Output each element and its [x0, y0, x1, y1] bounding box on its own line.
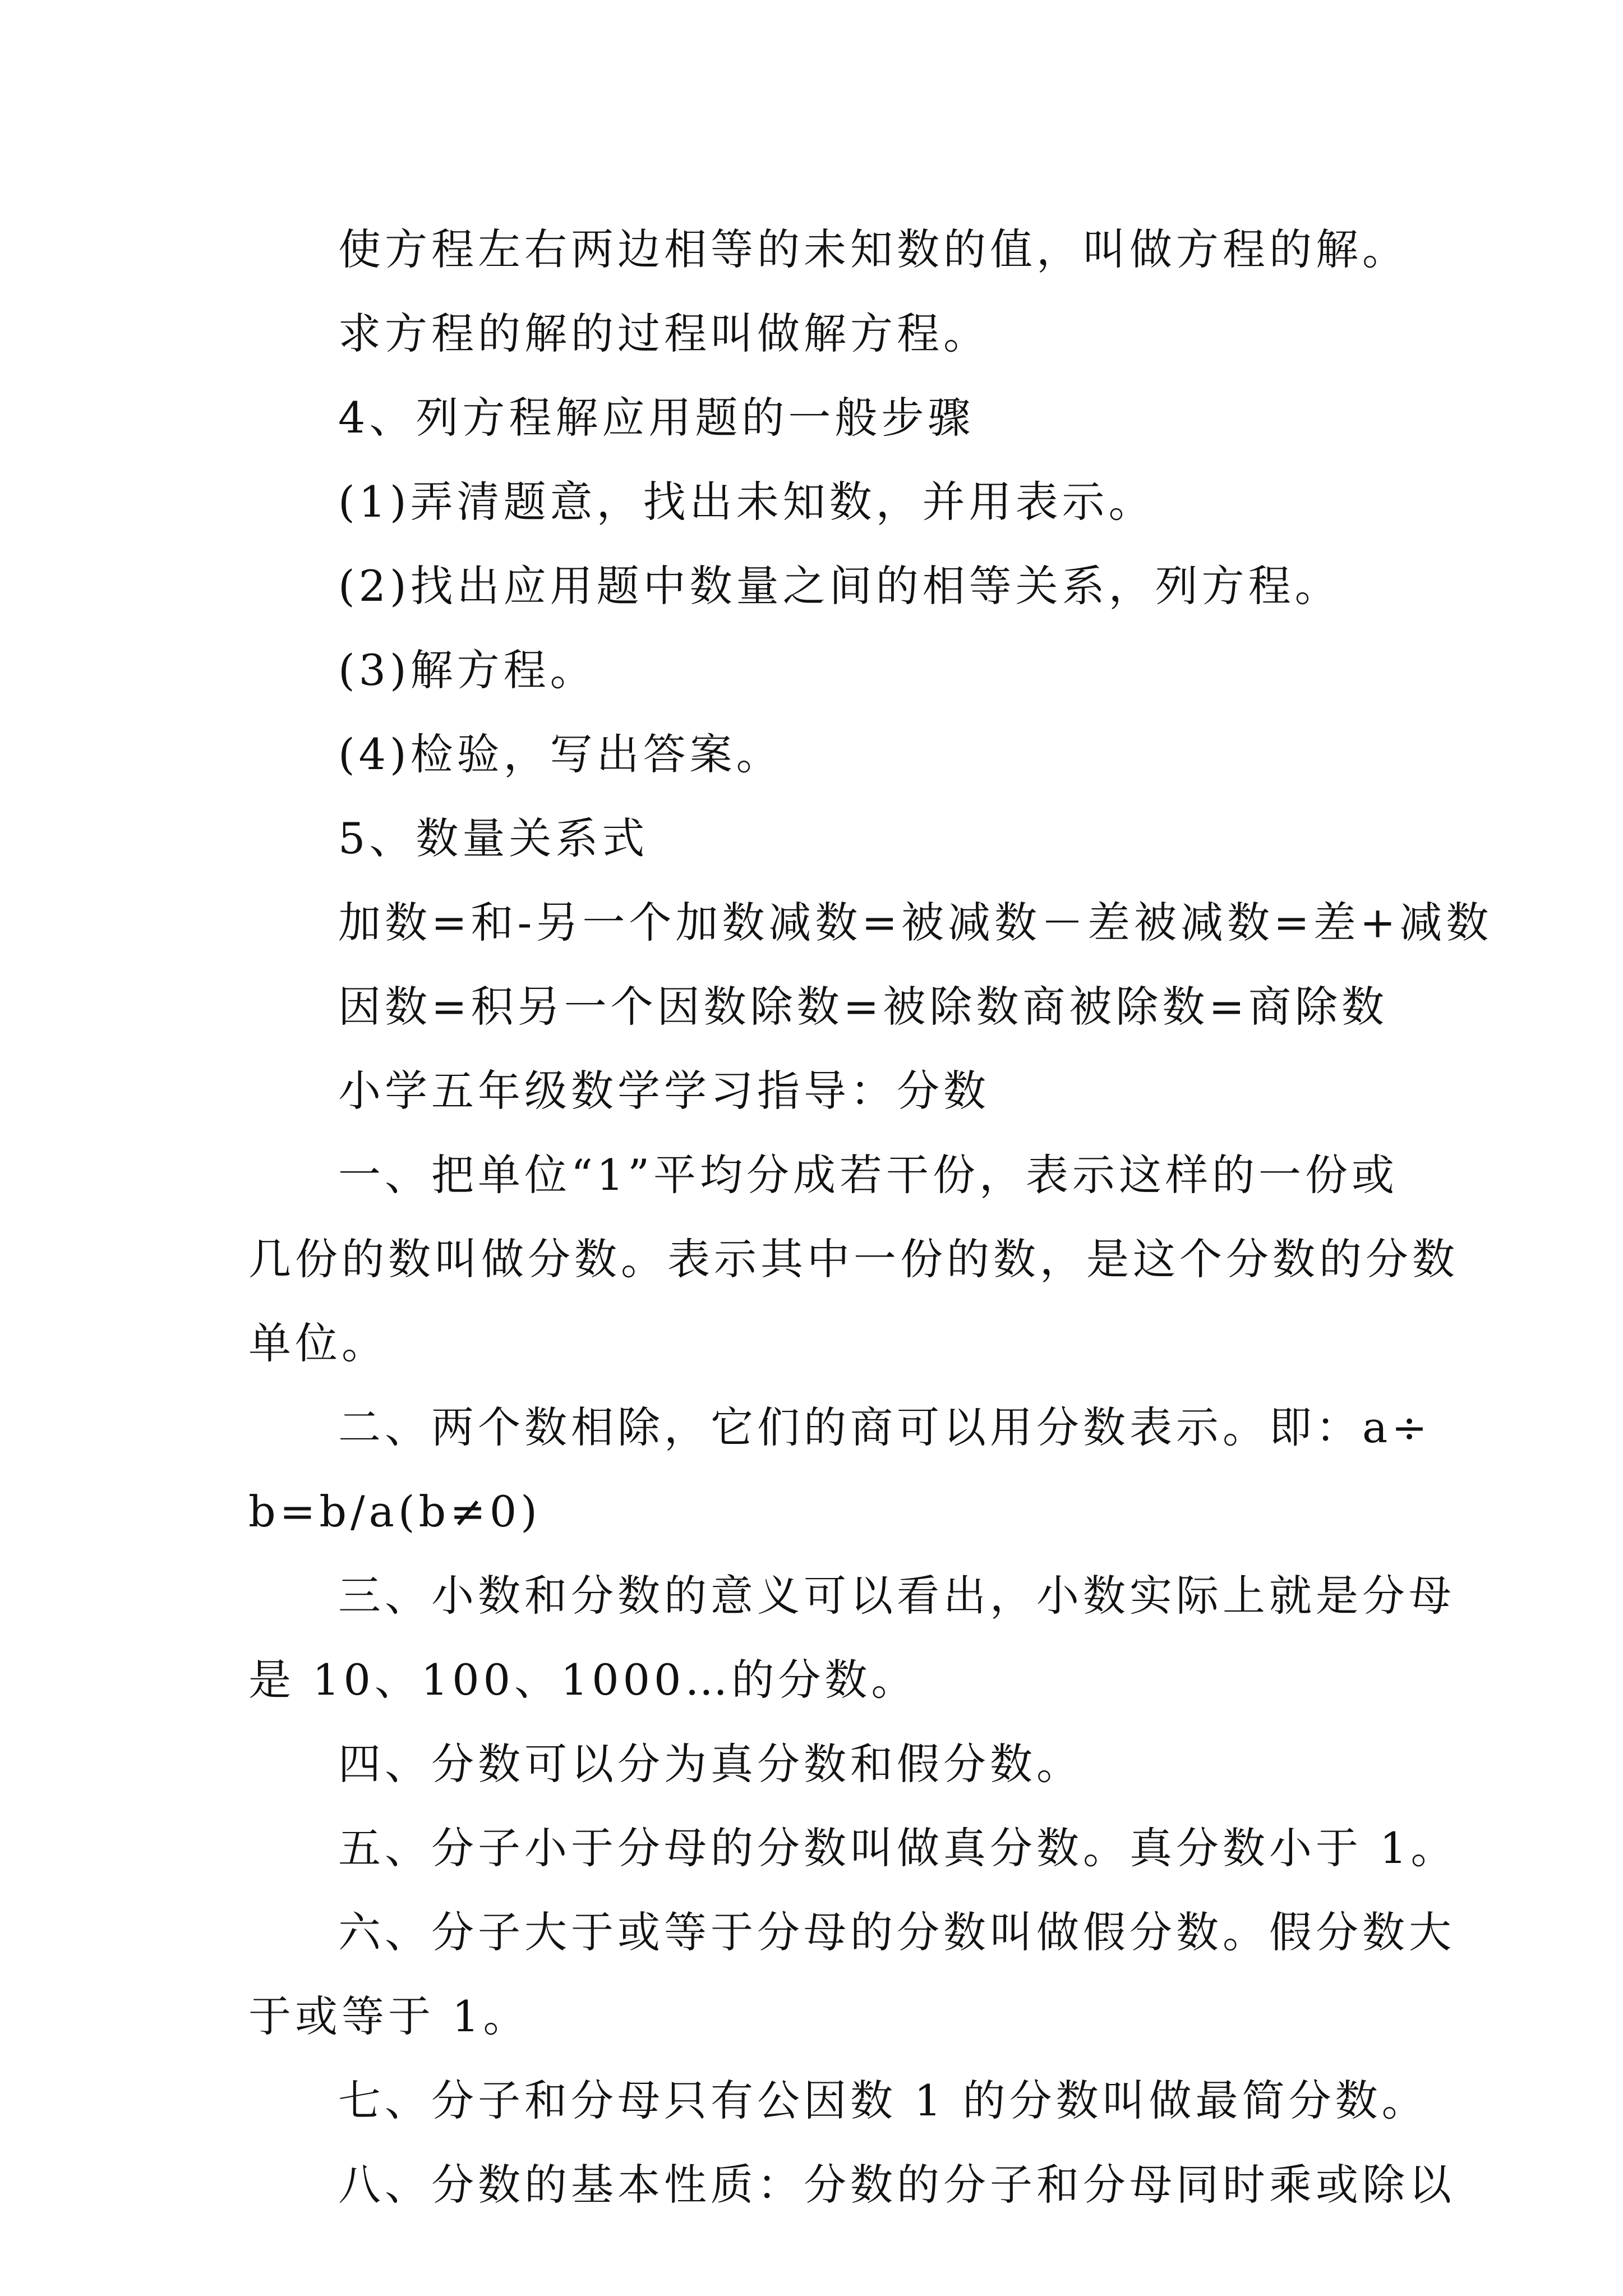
text-line: 因数=积另一个因数除数=被除数商被除数=商除数 — [338, 982, 1389, 1032]
text-line: 使方程左右两边相等的未知数的值，叫做方程的解。 — [338, 224, 1409, 274]
document-body — [248, 208, 1493, 2227]
text-line: 于或等于 1。 — [248, 1991, 530, 2041]
text-line: (3)解方程。 — [338, 645, 597, 695]
text-line: (4)检验，写出答案。 — [338, 729, 783, 779]
text-line: 二、两个数相除，它们的商可以用分数表示。即：a÷ — [338, 1402, 1431, 1452]
text-line: 五、分子小于分母的分数叫做真分数。真分数小于 1。 — [338, 1823, 1458, 1873]
text-line: 是 10、100、1000…的分数。 — [248, 1655, 918, 1705]
text-line: 4、列方程解应用题的一般步骤 — [338, 393, 975, 443]
text-line: 5、数量关系式 — [338, 813, 649, 863]
text-line: b=b/a(b≠0) — [248, 1487, 541, 1536]
text-line: 六、分子大于或等于分母的分数叫做假分数。假分数大 — [338, 1907, 1455, 1957]
text-line: 四、分数可以分为真分数和假分数。 — [338, 1739, 1083, 1789]
text-line: 几份的数叫做分数。表示其中一份的数，是这个分数的分数 — [248, 1234, 1459, 1284]
text-line: 三、小数和分数的意义可以看出，小数实际上就是分母 — [338, 1571, 1455, 1621]
section-heading: 小学五年级数学学习指导：分数 — [338, 1066, 990, 1116]
text-line: 单位。 — [248, 1318, 388, 1368]
text-line: 求方程的解的过程叫做解方程。 — [338, 309, 990, 358]
text-line: 七、分子和分母只有公因数 1 的分数叫做最简分数。 — [338, 2076, 1428, 2125]
text-line: 加数=和-另一个加数减数=被减数－差被减数=差+减数 — [338, 898, 1493, 947]
text-line: 八、分数的基本性质：分数的分子和分母同时乘或除以 — [338, 2160, 1455, 2210]
text-line: (1)弄清题意，找出未知数，并用表示。 — [338, 477, 1155, 527]
text-line: (2)找出应用题中数量之间的相等关系，列方程。 — [338, 561, 1341, 611]
text-line: 一、把单位“1”平均分成若干份，表示这样的一份或 — [338, 1150, 1399, 1200]
